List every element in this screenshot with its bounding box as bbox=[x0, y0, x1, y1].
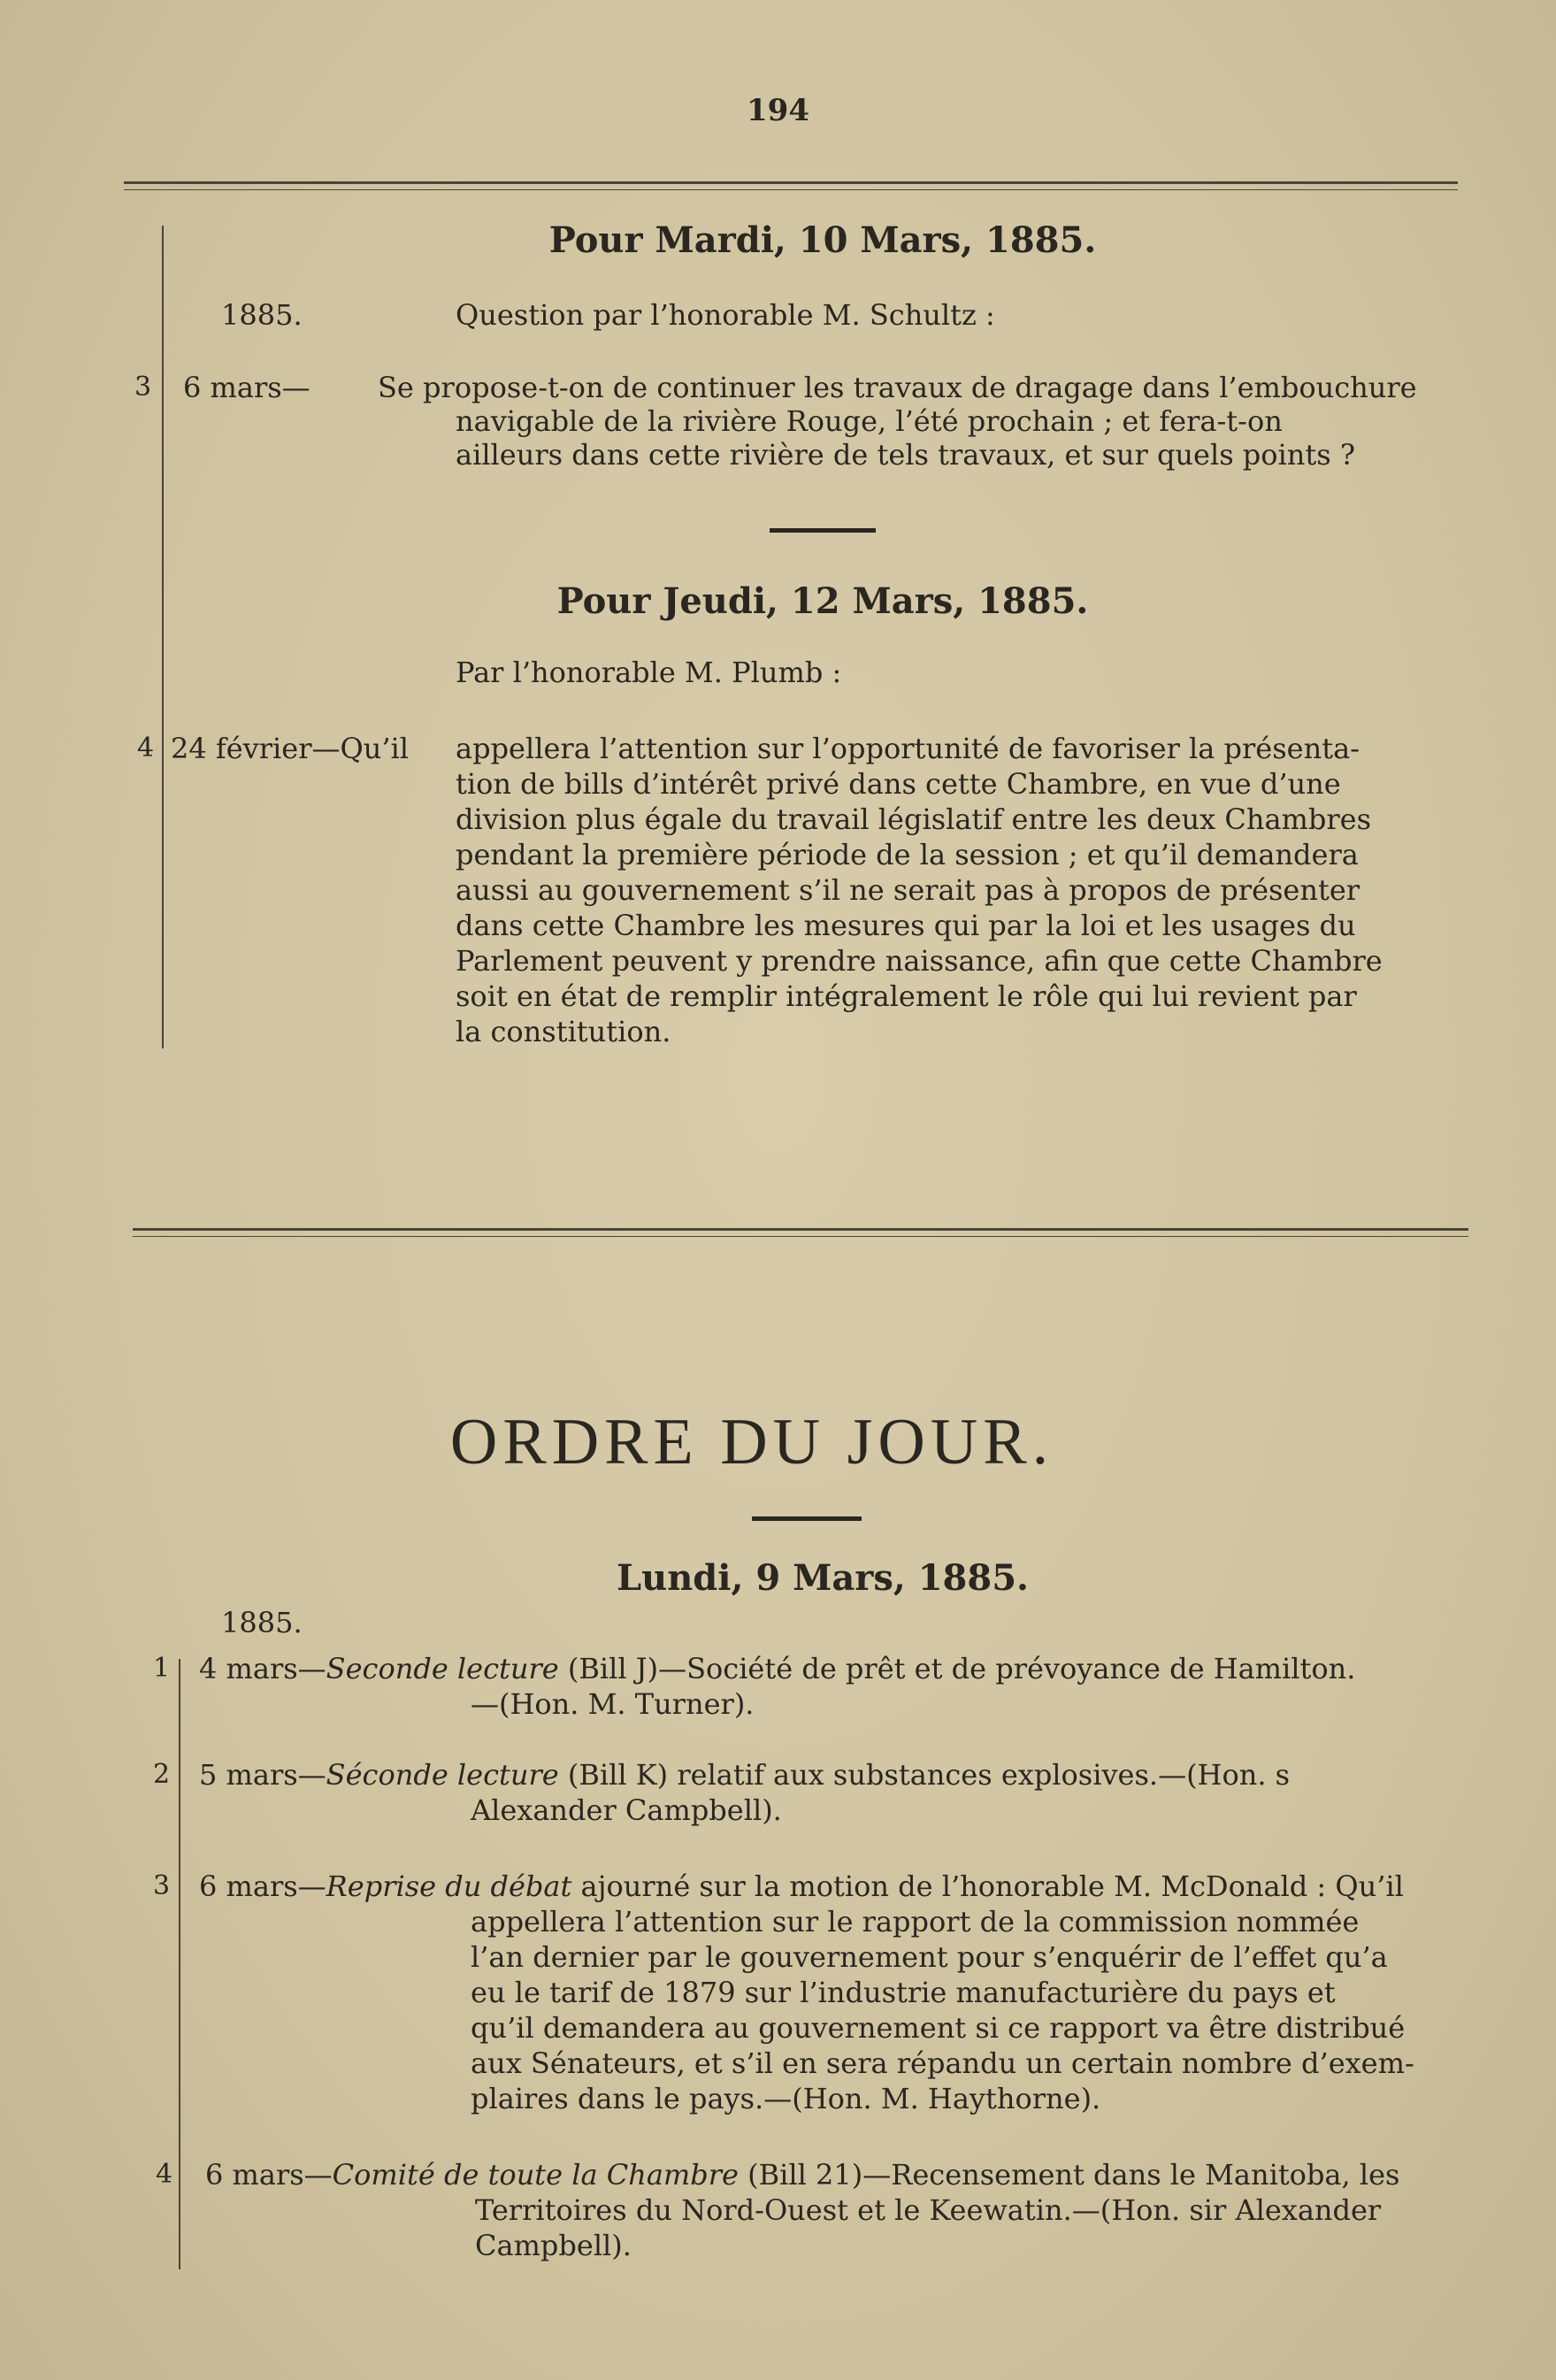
order-item-line bbox=[199, 1651, 1355, 1686]
text-line: dans cette Chambre les mesures qui par la loi et les usages du bbox=[456, 909, 1356, 942]
text-line: la constitution. bbox=[456, 1015, 671, 1048]
text-line: division plus égale du travail législatif entre les deux Chambres bbox=[456, 802, 1372, 836]
text-line: soit en état de remplir intégralement le rôle qui lui revient par bbox=[456, 979, 1357, 1013]
middle-rule-thin bbox=[133, 1236, 1468, 1237]
text-line: appellera l’attention sur l’opportunité de favoriser la présenta- bbox=[456, 732, 1360, 765]
section-heading-jeudi: Pour Jeudi, 12 Mars, 1885. bbox=[556, 580, 1089, 622]
middle-rule bbox=[133, 1228, 1468, 1231]
section-year: 1885. bbox=[221, 298, 303, 332]
order-item-number: 4 bbox=[156, 2159, 173, 2190]
title-separator bbox=[752, 1516, 862, 1521]
text-line: ailleurs dans cette rivière de tels travaux, et sur quels points ? bbox=[456, 438, 1355, 472]
section-year: 1885. bbox=[221, 1606, 303, 1639]
order-item-date: 6 mars— bbox=[205, 2158, 333, 2192]
text-line: eu le tarif de 1879 sur l’industrie manufacturière du pays et bbox=[471, 1976, 1336, 2009]
question-intro-schultz: Question par l’honorable M. Schultz : bbox=[456, 298, 995, 332]
order-item-number: 2 bbox=[153, 1759, 171, 1790]
item-number: 4 bbox=[137, 733, 155, 764]
text-line: —(Hon. M. Turner). bbox=[471, 1687, 755, 1721]
order-item-line bbox=[199, 1757, 1290, 1793]
order-item-date: 6 mars— bbox=[199, 1869, 326, 1903]
section-separator bbox=[770, 528, 876, 533]
order-item-reading: Seconde lecture bbox=[326, 1652, 559, 1685]
text-line: appellera l’attention sur le rapport de la commission nommée bbox=[471, 1905, 1360, 1939]
text-line: Alexander Campbell). bbox=[471, 1793, 782, 1827]
text-line: aussi au gouvernement s’il ne serait pas à propos de présenter bbox=[456, 873, 1361, 907]
item-number: 3 bbox=[134, 372, 152, 403]
section-heading-mardi: Pour Mardi, 10 Mars, 1885. bbox=[548, 219, 1097, 261]
order-item-reading: Comité de toute la Chambre bbox=[332, 2158, 739, 2192]
text-line: Territoires du Nord-Ouest et le Keewatin.—(Hon. sir Alexander bbox=[475, 2193, 1382, 2227]
order-item-date: 5 mars— bbox=[199, 1758, 326, 1792]
text-line: navigable de la rivière Rouge, l’été prochain ; et fera-t-on bbox=[456, 404, 1283, 438]
top-rule bbox=[124, 181, 1458, 184]
question-intro-plumb: Par l’honorable M. Plumb : bbox=[456, 656, 842, 689]
order-item-text: (Bill 21)—Recensement dans le Manitoba, les bbox=[738, 2158, 1400, 2192]
text-line: Parlement peuvent y prendre naissance, afin que cette Chambre bbox=[456, 944, 1383, 978]
order-item-text: (Bill K) relatif aux substances explosives.—(Hon. s bbox=[558, 1758, 1291, 1792]
text-line: tion de bills d’intérêt privé dans cette Chambre, en vue d’une bbox=[456, 767, 1341, 801]
page-number: 194 bbox=[747, 93, 809, 128]
ordre-du-jour-title: ORDRE DU JOUR. bbox=[449, 1406, 1054, 1478]
top-rule-thin bbox=[124, 189, 1458, 190]
margin-line-upper bbox=[162, 226, 164, 1048]
order-item-number: 1 bbox=[153, 1653, 171, 1684]
order-item-reading: Reprise du débat bbox=[326, 1869, 572, 1903]
order-item-line bbox=[205, 2157, 1399, 2192]
section-heading-lundi: Lundi, 9 Mars, 1885. bbox=[617, 1557, 1029, 1599]
order-item-number: 3 bbox=[153, 1870, 171, 1901]
text-line: aux Sénateurs, et s’il en sera répandu un certain nombre d’exem- bbox=[471, 2046, 1414, 2080]
text-line: Campbell). bbox=[475, 2229, 632, 2262]
text-line: l’an dernier par le gouvernement pour s’enquérir de l’effet qu’a bbox=[471, 1940, 1388, 1974]
item-date: 24 février—Qu’il bbox=[171, 732, 409, 765]
text-line: qu’il demandera au gouvernement si ce rapport va être distribué bbox=[471, 2011, 1406, 2045]
order-item-text: ajourné sur la motion de l’honorable M. McDonald : Qu’il bbox=[571, 1869, 1404, 1903]
order-item-text: (Bill J)—Société de prêt et de prévoyance de Hamilton. bbox=[558, 1652, 1356, 1685]
order-item-line bbox=[199, 1869, 1404, 1904]
text-line: Se propose-t-on de continuer les travaux de dragage dans l’embouchure bbox=[378, 371, 1417, 404]
order-item-reading: Séconde lecture bbox=[326, 1758, 559, 1792]
margin-line-lower bbox=[179, 1659, 180, 2269]
text-line: plaires dans le pays.—(Hon. M. Haythorne). bbox=[471, 2082, 1101, 2115]
text-line: pendant la première période de la session ; et qu’il demandera bbox=[456, 838, 1359, 871]
order-item-date: 4 mars— bbox=[199, 1652, 326, 1685]
item-date: 6 mars— bbox=[183, 371, 310, 404]
